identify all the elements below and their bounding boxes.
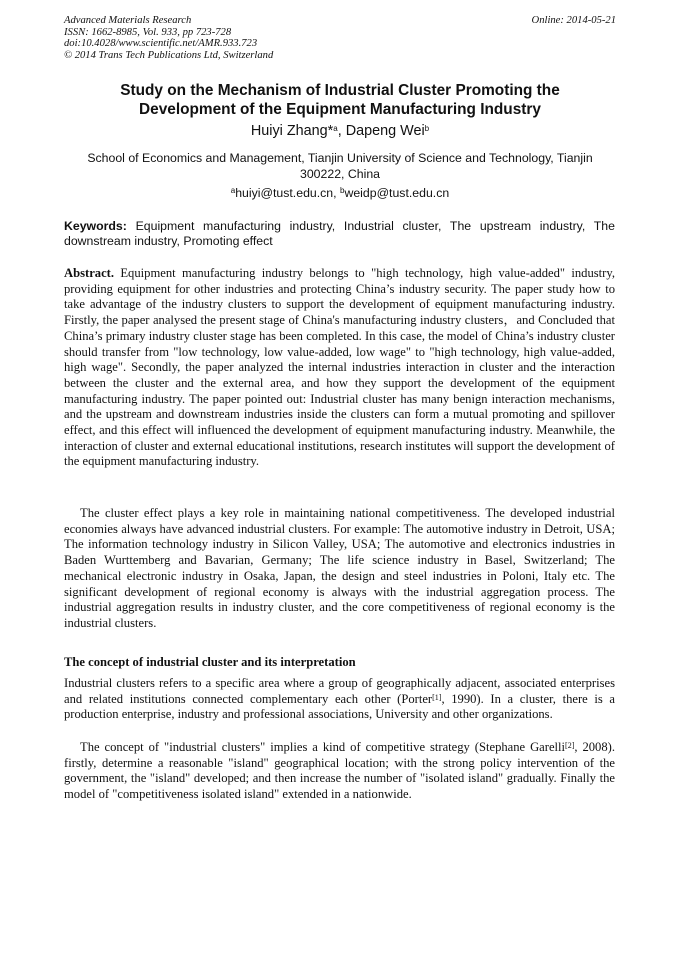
email-2-mark: b — [339, 186, 345, 195]
intro-paragraph: The cluster effect plays a key role in maintaining national competitiveness. The developed industrial economies always have advanced industrial clusters. For example: The automotive industry in Detroit, USA; The information technology industry in Silicon Valley, USA; The automotive and electronics industries in Baden Wurttemberg and Bavarian, Germany; The life science industry in Basel, Switzerland; The mechanical electronic industry in Osaka, Japan, the design and steel industries in Poloni, Italy etc. The significant development of regional economy is always with the industrial aggregation process. The industrial aggregation results in industry cluster, and the core competitiveness of regional economy is the industrial clusters. — [64, 506, 615, 630]
paragraph-text: , 1990). In a cluster, there is a production enterprise, industry and professional associations, University and other organizations. — [64, 691, 615, 722]
author-2: , Dapeng Wei — [337, 123, 425, 139]
paragraph-text: Industrial clusters refers to a specific area where a group of geographically adjacent, associated enterprises and related institutions connected complementary each other (Porter — [64, 676, 615, 706]
paper-title — [64, 82, 616, 119]
section-heading: The concept of industrial cluster and its interpretation — [64, 655, 356, 669]
title-line-1: Study on the Mechanism of Industrial Cluster Promoting the — [120, 82, 560, 99]
email-1: huiyi@tust.edu.cn, — [235, 186, 340, 200]
author-2-affil-mark: b — [424, 124, 430, 133]
paragraph-text: , 2008). firstly, determine a reasonable "island" geographical location; with the strong policy intervention of the government, the "island" developed; and then increase the number of "isolated island" gradually. Finally the model of "competitiveness isolated island" extended in a nationwide. — [64, 740, 615, 802]
section-paragraph-1 — [64, 676, 615, 723]
author-list — [64, 122, 616, 140]
journal-header — [64, 15, 616, 61]
title-line-2: Development of the Equipment Manufacturing Industry — [139, 100, 541, 118]
doi-line: doi:10.4028/www.scientific.net/AMR.933.723 — [64, 38, 258, 50]
citation-ref-1: [1] — [432, 692, 442, 702]
author-emails — [64, 185, 616, 201]
email-2: weidp@tust.edu.cn — [344, 186, 450, 200]
abstract-label: Abstract. — [64, 266, 115, 280]
paragraph-text: The concept of "industrial clusters" implies a kind of competitive strategy (Stephane Garelli — [80, 740, 566, 754]
citation-ref-2: [2] — [565, 741, 575, 750]
keywords-text: Equipment manufacturing industry, Industrial cluster, The upstream industry, The downstream industry, Promoting effect — [64, 219, 615, 249]
online-date: Online: 2014-05-21 — [531, 15, 616, 26]
copyright-line: © 2014 Trans Tech Publications Ltd, Switzerland — [64, 49, 274, 61]
journal-name: Advanced Materials Research — [64, 15, 192, 26]
keywords-label: Keywords: — [64, 219, 127, 233]
abstract — [64, 266, 615, 470]
author-1-affil-mark: a — [333, 124, 338, 133]
author-1: Huiyi Zhang* — [250, 123, 334, 139]
affiliation: School of Economics and Management, Tianjin University of Science and Technology, Tianjin 300222, China — [87, 151, 593, 181]
keywords — [64, 219, 615, 250]
email-1-mark: a — [230, 186, 236, 195]
abstract-text: Equipment manufacturing industry belongs to "high technology, high value-added" industry, providing equipment for other industries and protecting China’s industry security. The paper study how to take advantage of the industry clusters to support the development of equipment manufacturing industry. Firstly, the paper analysed the present stage of China's manufacturing industry clusters，and Concluded that China’s primary industry cluster stage has been completed. In this case, the model of China’s industry cluster should transfer from "low technology, low value-added, low wage" to "high technology, high value-added, high wage". Secondly, the paper analyzed the internal industries interaction in cluster and the interaction between the cluster and the external area, and how they support the development of the equipment manufacturing industry. The paper pointed out: Industrial cluster has many benign interaction mechanisms, and the upstream and downstream industries inside the clusters can form a mutual promoting and spillover effect, and this effect will influenced the development of equipment manufacturing industry. Meanwhile, the interaction of cluster and external educational institutions, research institutes will support the development of the equipment manufacturing industry. — [64, 266, 615, 469]
issn-line: ISSN: 1662-8985, Vol. 933, pp 723-728 — [64, 26, 232, 38]
section-paragraph-2 — [64, 740, 615, 803]
